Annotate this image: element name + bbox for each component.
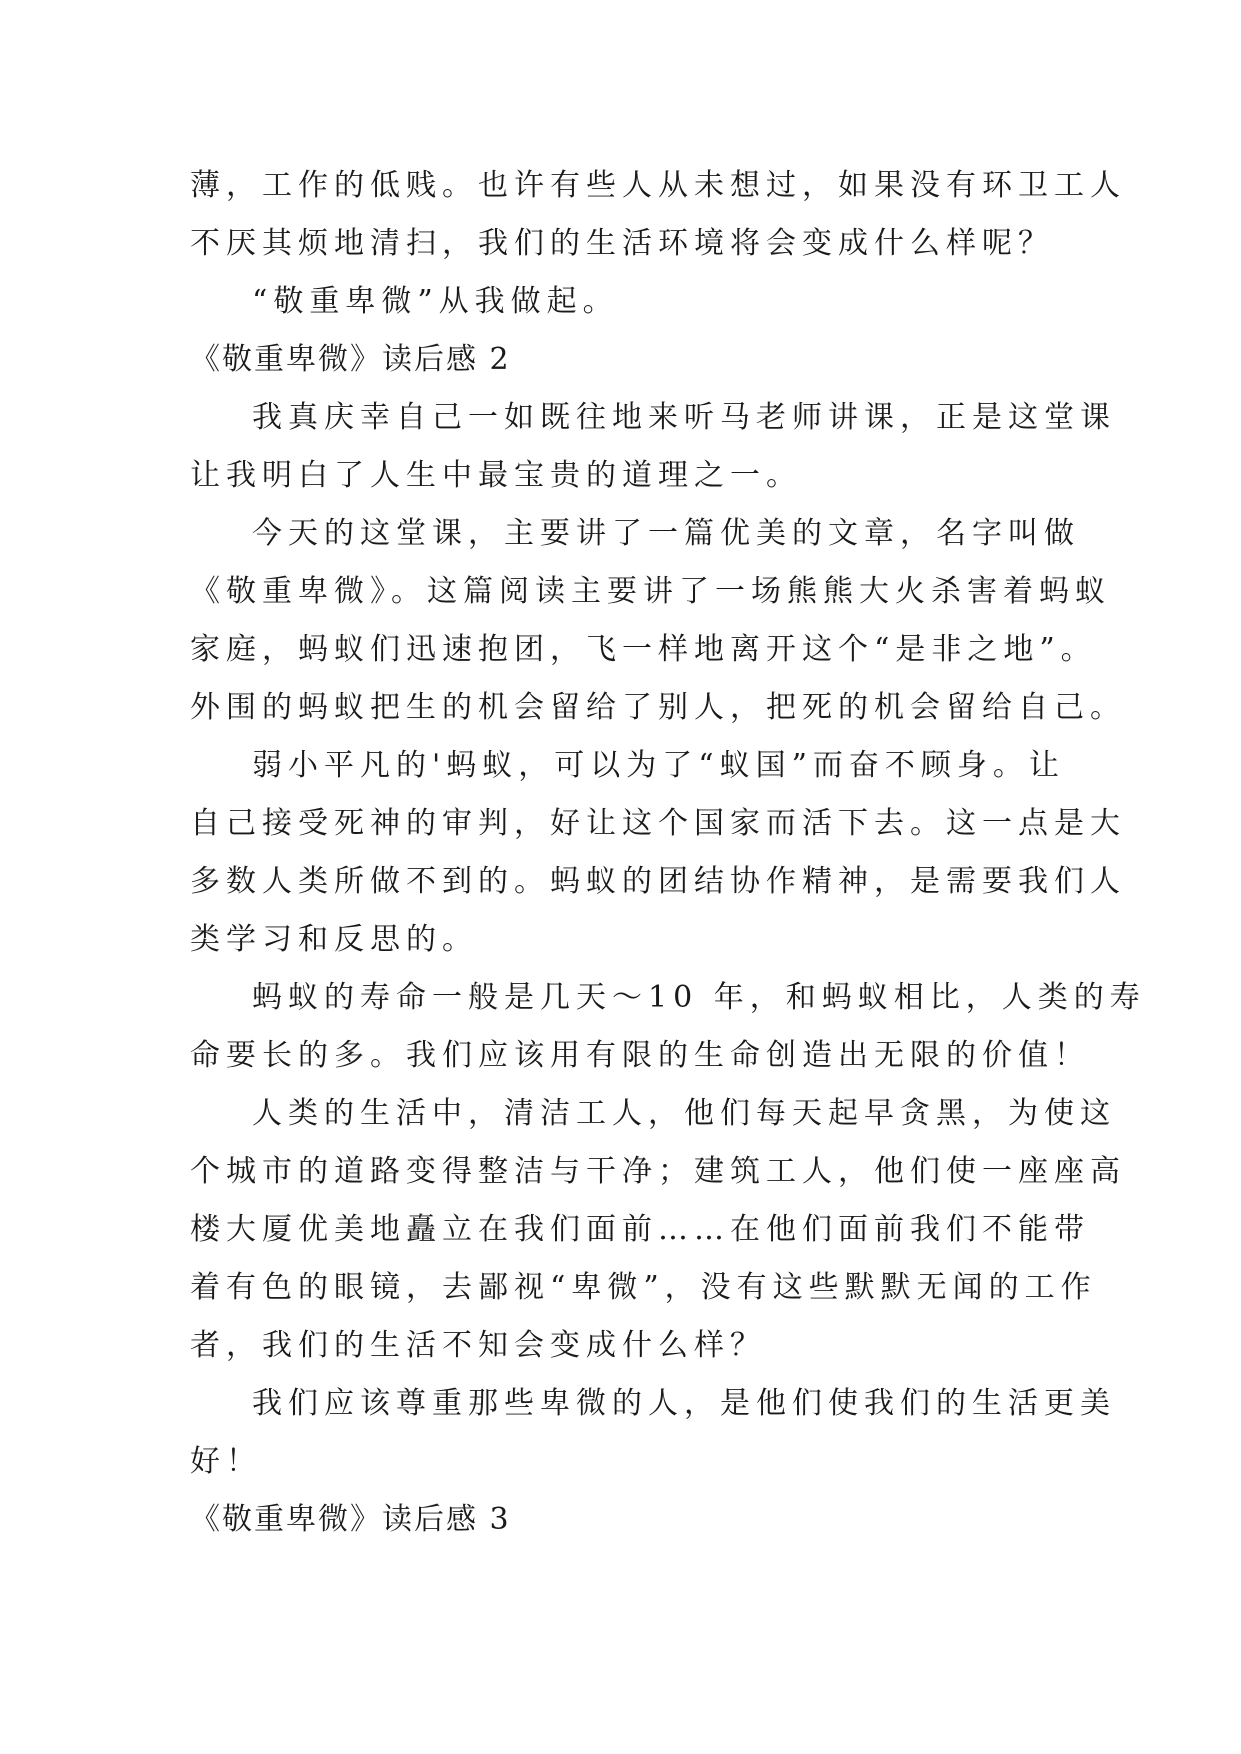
text-line: 蚂蚁的寿命一般是几天～10 年，和蚂蚁相比，人类的寿 [252,980,1146,1015]
text-line: 今天的这堂课，主要讲了一篇优美的文章，名字叫做 [252,516,1080,551]
section-heading: 《敬重卑微》读后感 3 [190,1502,511,1537]
text-line: 《敬重卑微》。这篇阅读主要讲了一场熊熊大火杀害着蚂蚁 [190,574,1111,609]
text-line: 不厌其烦地清扫，我们的生活环境将会变成什么样呢？ [190,226,1054,261]
text-line: 楼大厦优美地矗立在我们面前……在他们面前我们不能带 [190,1212,1090,1247]
text-line: 个城市的道路变得整洁与干净；建筑工人，他们使一座座高 [190,1154,1126,1189]
text-line: 家庭，蚂蚁们迅速抱团，飞一样地离开这个“是非之地”。 [190,632,1097,667]
text-line: 着有色的眼镜，去鄙视“卑微”，没有这些默默无闻的工作 [190,1270,1097,1305]
text-line: 弱小平凡的'蚂蚁，可以为了“蚁国”而奋不顾身。让 [252,748,1065,783]
text-line: 多数人类所做不到的。蚂蚁的团结协作精神，是需要我们人 [190,864,1126,899]
text-line: 人类的生活中，清洁工人，他们每天起早贪黑，为使这 [252,1096,1116,1131]
text-line: 者，我们的生活不知会变成什么样？ [190,1328,766,1363]
text-line: 我真庆幸自己一如既往地来听马老师讲课，正是这堂课 [252,400,1116,435]
section-heading: 《敬重卑微》读后感 2 [190,342,511,377]
text-line: 命要长的多。我们应该用有限的生命创造出无限的价值！ [190,1038,1090,1073]
text-line: 薄，工作的低贱。也许有些人从未想过，如果没有环卫工人 [190,168,1126,203]
text-line: 我们应该尊重那些卑微的人，是他们使我们的生活更美 [252,1386,1116,1421]
text-line: 让我明白了人生中最宝贵的道理之一。 [190,458,802,493]
text-line: “敬重卑微”从我做起。 [252,284,619,319]
text-line: 好！ [190,1444,262,1479]
text-line: 自己接受死神的审判，好让这个国家而活下去。这一点是大 [190,806,1126,841]
text-line: 外围的蚂蚁把生的机会留给了别人，把死的机会留给自己。 [190,690,1126,725]
text-line: 类学习和反思的。 [190,922,478,957]
